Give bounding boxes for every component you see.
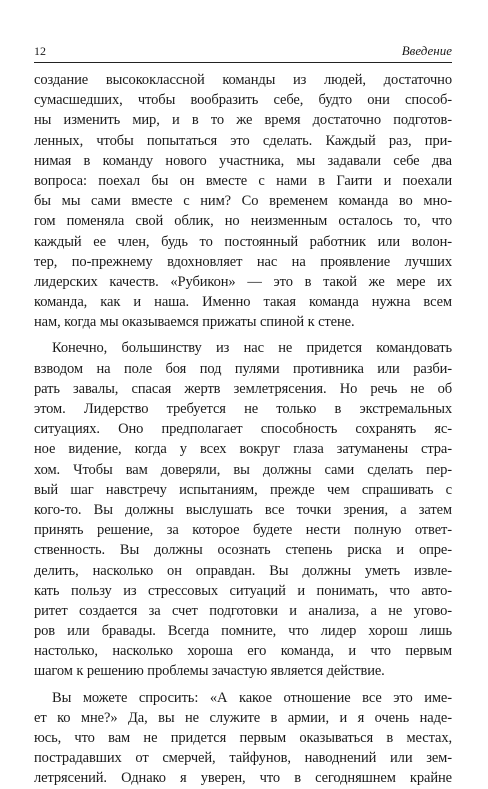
text-line: шагом к решению проблемы зачастую является действие. [34,663,385,680]
body-text [34,70,452,789]
text-line: ленных, чтобы попытаться это сделать. Каждый раз, при- [34,132,452,149]
page-header [34,40,452,63]
text-line: гом поменяла свой облик, но неизменным осталось то, что [34,213,452,230]
page-number: 12 [34,44,46,58]
text-line: ное видение, когда у всех вокруг глаза затуманены стра- [34,441,452,458]
text-line: ров или бравады. Всегда помните, что лидер хорош лишь [34,623,452,640]
text-line: юсь, что вам не придется первым оказываться в местах, [34,730,452,746]
text-line: ственность. Вы должны осознать степень риска и опре- [34,542,452,559]
text-line: ситуациях. Оно предполагает способность сохранять яс- [34,421,452,438]
text-line: делить, насколько он оправдан. Вы должны уметь извле- [34,562,452,579]
text-line: кого-то. Вы должны выслушать все точки зрения, а затем [34,501,452,518]
text-line: настолько, насколько хороша его команда, и что первым [34,643,452,660]
text-line: ны изменить мир, и в то же время достаточно подготов- [34,112,452,129]
text-line: Вы можете спросить: «А какое отношение все это име- [52,689,452,706]
text-line: пострадавших от смерчей, тайфунов, наводнений или зем- [34,750,452,767]
paragraph [34,688,452,789]
text-line: сумасшедших, чтобы вообразить себе, будто они способ- [34,92,452,109]
text-line: нам, когда мы оказываемся прижаты спиной к стене. [34,314,355,331]
text-line: рать завалы, спасая жертв землетрясения. Но речь не об [34,380,452,397]
text-line: кать пользу из стрессовых ситуаций и понимать, что авто- [34,582,452,599]
text-line: вый шаг навстречу испытаниям, прежде чем спрашивать с [34,481,452,498]
text-line: тер, по-прежнему вдохновляет нас на проявление лучших [34,253,452,270]
text-line: создание высококлассной команды из людей, достаточно [34,72,452,88]
text-line: каждый ее член, будь то постоянный работник или волон- [34,233,452,250]
paragraph [34,338,452,681]
text-line: лидерских качеств. «Рубикон» — это в такой же мере их [34,273,452,290]
text-line: летрясений. Однако я уверен, что в сегодняшнем крайне [34,770,452,787]
text-line: этом. Лидерство требуется не только в экстремальных [34,401,452,417]
text-line: ритет создается за счет подготовки и анализа, а не угово- [34,602,452,619]
text-line: бы мы сами вместе с ним? Со временем команда во мно- [34,193,452,210]
text-line: взводом на поле боя под пулями противника или разби- [34,360,452,377]
text-line: принять решение, за которое будете нести полную ответ- [34,522,452,539]
running-head: Введение [401,43,452,58]
text-line: Конечно, большинству из нас не придется командовать [52,340,452,357]
text-line: нимая в команду нового участника, мы задавали себе два [34,152,452,169]
text-line: хом. Чтобы вам доверяли, вы должны сами сделать пер- [34,461,452,478]
text-line: ет ко мне?» Да, вы не служите в армии, и я очень наде- [34,709,452,726]
text-line: команда, как и наша. Именно такая команда нужна всем [34,294,452,311]
text-line: вопроса: поехал бы он вместе с нами в Гаити и поехали [34,172,452,189]
paragraph [34,70,452,332]
